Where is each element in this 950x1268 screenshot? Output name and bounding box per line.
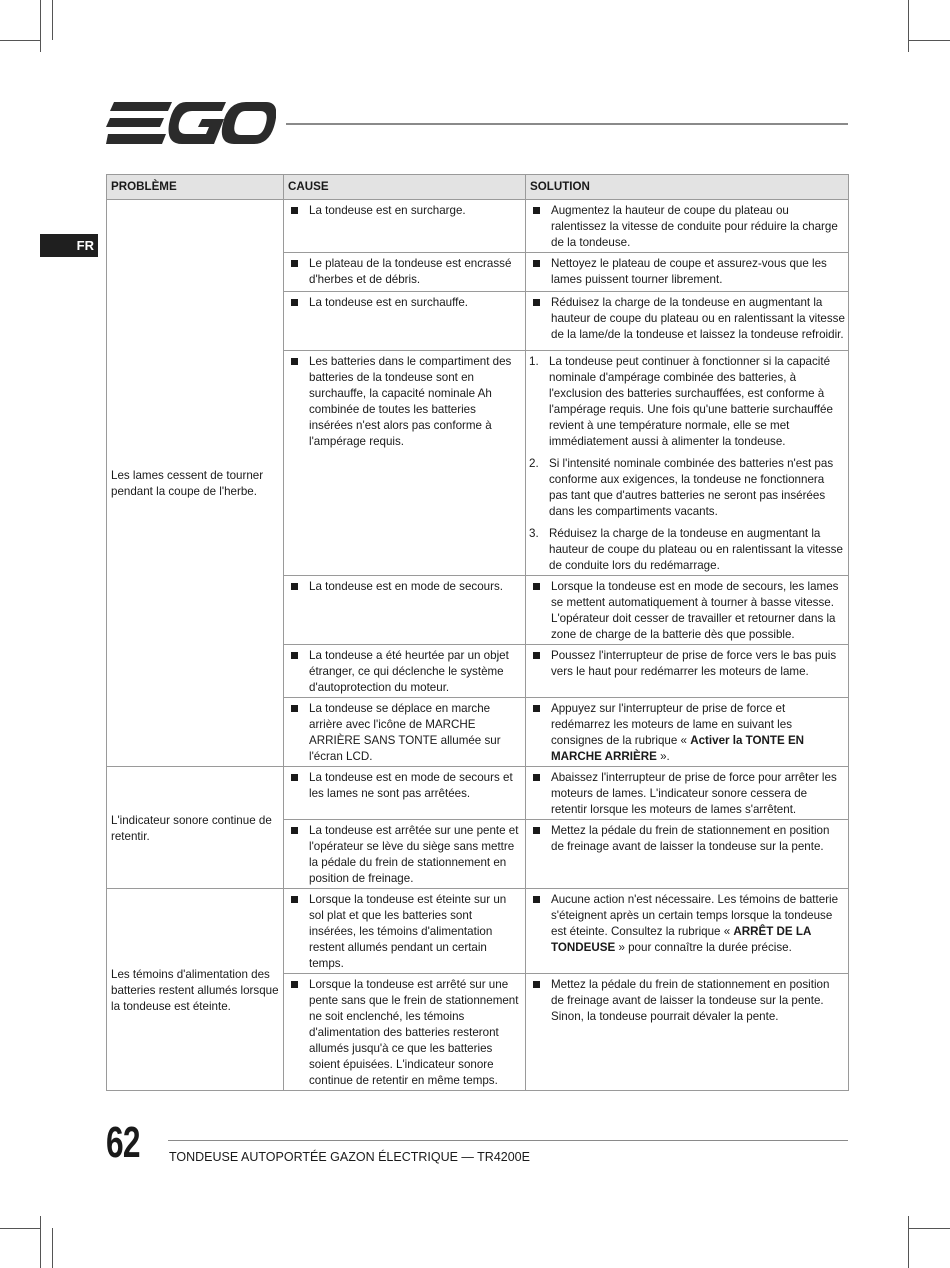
crop-mark: [908, 0, 909, 52]
solution-cell: Appuyez sur l'interrupteur de prise de force et redémarrez les moteurs de lame en suivant les consignes de la rubrique « Activer la TONTE EN MARCHE ARRIÈRE ».: [526, 698, 849, 767]
solution-cell: Augmentez la hauteur de coupe du plateau ou ralentissez la vitesse de conduite pour réduire la charge de la tondeuse.: [526, 200, 849, 253]
cause-cell: La tondeuse est en surchauffe.: [284, 292, 526, 351]
square-bullet-icon: [533, 774, 541, 782]
cause-cell: Lorsque la tondeuse est éteinte sur un sol plat et que les batteries sont insérées, les témoins d'alimentation restent allumés pendant un certain temps.: [284, 889, 526, 974]
list-item: 1. La tondeuse peut continuer à fonctionner si la capacité nominale d'ampérage combinée des batteries, à l'exclusion des batteries surchauffées, est conforme à l'ampérage requis. Une fois qu'une batterie surchauffée revient à une température normale, elle se met immédiatement aussi à alimenter la tondeuse.: [529, 355, 833, 448]
crop-mark: [908, 1216, 909, 1268]
solution-cell: Poussez l'interrupteur de prise de force vers le bas puis vers le haut pour redémarrer les moteurs de lame.: [526, 645, 849, 698]
cause-cell: La tondeuse a été heurtée par un objet étranger, ce qui déclenche le système d'autoprotection du moteur.: [284, 645, 526, 698]
square-bullet-icon: [291, 705, 299, 713]
crop-mark: [40, 1216, 41, 1268]
cause-cell: La tondeuse est arrêtée sur une pente et l'opérateur se lève du siège sans mettre la pédale du frein de stationnement en position de freinage.: [284, 820, 526, 889]
square-bullet-icon: [291, 896, 299, 904]
ego-logo: [106, 102, 276, 144]
square-bullet-icon: [291, 774, 299, 782]
solution-cell: Mettez la pédale du frein de stationnement en position de freinage avant de laisser la tondeuse sur la pente.: [526, 820, 849, 889]
cause-cell: La tondeuse est en mode de secours et les lames ne sont pas arrêtées.: [284, 767, 526, 820]
cause-cell: Les batteries dans le compartiment des batteries de la tondeuse sont en surchauffe, la capacité nominale Ah combinée de toutes les batteries insérées n'est alors pas conforme à l'ampérage requis.: [284, 351, 526, 576]
solution-cell: Mettez la pédale du frein de stationnement en position de freinage avant de laisser la tondeuse sur la pente. Sinon, la tondeuse pourrait dévaler la pente.: [526, 974, 849, 1091]
solution-cell: Abaissez l'interrupteur de prise de force pour arrêter les moteurs de lames. L'indicateur sonore cessera de retentir lorsque les moteurs de lames s'arrêtent.: [526, 767, 849, 820]
crop-mark: [52, 0, 53, 40]
square-bullet-icon: [533, 260, 541, 268]
list-item: 2. Si l'intensité nominale combinée des batteries n'est pas conforme aux exigences, la tondeuse ne fonctionnera pas tant que d'autres batteries ne seront pas insérées dans les compartiments vacants.: [529, 457, 834, 518]
solution-cell: Lorsque la tondeuse est en mode de secours, les lames se mettent automatiquement à tourner à basse vitesse. L'opérateur doit cesser de travailler et retourner dans la zone de charge de la batterie dès que possible.: [526, 576, 849, 645]
square-bullet-icon: [291, 207, 299, 215]
list-item: 3. Réduisez la charge de la tondeuse en augmentant la hauteur de coupe du plateau ou en ralentissant la vitesse de conduite lors du redémarrage.: [529, 527, 843, 572]
cause-cell: Le plateau de la tondeuse est encrassé d'herbes et de débris.: [284, 253, 526, 292]
square-bullet-icon: [291, 652, 299, 660]
footer-rule: [168, 1140, 848, 1141]
square-bullet-icon: [533, 652, 541, 660]
language-tab: FR: [40, 234, 98, 257]
crop-mark: [40, 0, 41, 52]
header-cause: CAUSE: [284, 175, 526, 200]
square-bullet-icon: [291, 981, 299, 989]
square-bullet-icon: [291, 358, 299, 366]
header-problem: PROBLÈME: [107, 175, 284, 200]
square-bullet-icon: [291, 260, 299, 268]
square-bullet-icon: [533, 705, 541, 713]
crop-mark: [0, 1228, 40, 1229]
page-number: 62: [106, 1118, 140, 1167]
header-rule: [286, 123, 848, 125]
crop-mark: [908, 40, 950, 41]
cause-cell: Lorsque la tondeuse est arrêté sur une pente sans que le frein de stationnement ne soit enclenché, les témoins d'alimentation des batteries resteront allumés jusqu'à ce que les batteries soient épuisées. L'indicateur sonore continue de retentir en même temps.: [284, 974, 526, 1091]
problem-cell: Les lames cessent de tourner pendant la coupe de l'herbe.: [107, 200, 284, 767]
troubleshooting-table: [106, 174, 849, 1091]
solution-cell: Aucune action n'est nécessaire. Les témoins de batterie s'éteignent après un certain temps lorsque la tondeuse est éteinte. Consultez la rubrique « ARRÊT DE LA TONDEUSE » pour connaître la durée précise.: [526, 889, 849, 974]
cause-cell: La tondeuse est en mode de secours.: [284, 576, 526, 645]
solution-cell: Réduisez la charge de la tondeuse en augmentant la hauteur de coupe du plateau ou en ralentissant la vitesse de la lame/de la tondeuse et laissez la tondeuse refroidir.: [526, 292, 849, 351]
table-row: [107, 889, 849, 974]
crop-mark: [0, 40, 40, 41]
square-bullet-icon: [291, 583, 299, 591]
table-header-row: [107, 175, 849, 200]
square-bullet-icon: [533, 896, 541, 904]
square-bullet-icon: [291, 827, 299, 835]
crop-mark: [52, 1228, 53, 1268]
square-bullet-icon: [533, 981, 541, 989]
problem-cell: Les témoins d'alimentation des batteries restent allumés lorsque la tondeuse est éteinte.: [107, 889, 284, 1091]
table-row: [107, 767, 849, 820]
header-solution: SOLUTION: [526, 175, 849, 200]
square-bullet-icon: [533, 299, 541, 307]
square-bullet-icon: [533, 583, 541, 591]
solution-cell: Nettoyez le plateau de coupe et assurez-vous que les lames puissent tourner librement.: [526, 253, 849, 292]
problem-cell: L'indicateur sonore continue de retentir.: [107, 767, 284, 889]
cause-cell: La tondeuse se déplace en marche arrière avec l'icône de MARCHE ARRIÈRE SANS TONTE allumée sur l'écran LCD.: [284, 698, 526, 767]
solution-cell: [526, 351, 849, 576]
square-bullet-icon: [533, 207, 541, 215]
table-row: [107, 200, 849, 253]
crop-mark: [908, 1228, 950, 1229]
square-bullet-icon: [533, 827, 541, 835]
cause-cell: La tondeuse est en surcharge.: [284, 200, 526, 253]
square-bullet-icon: [291, 299, 299, 307]
footer-title: TONDEUSE AUTOPORTÉE GAZON ÉLECTRIQUE — TR4200E: [169, 1150, 530, 1164]
